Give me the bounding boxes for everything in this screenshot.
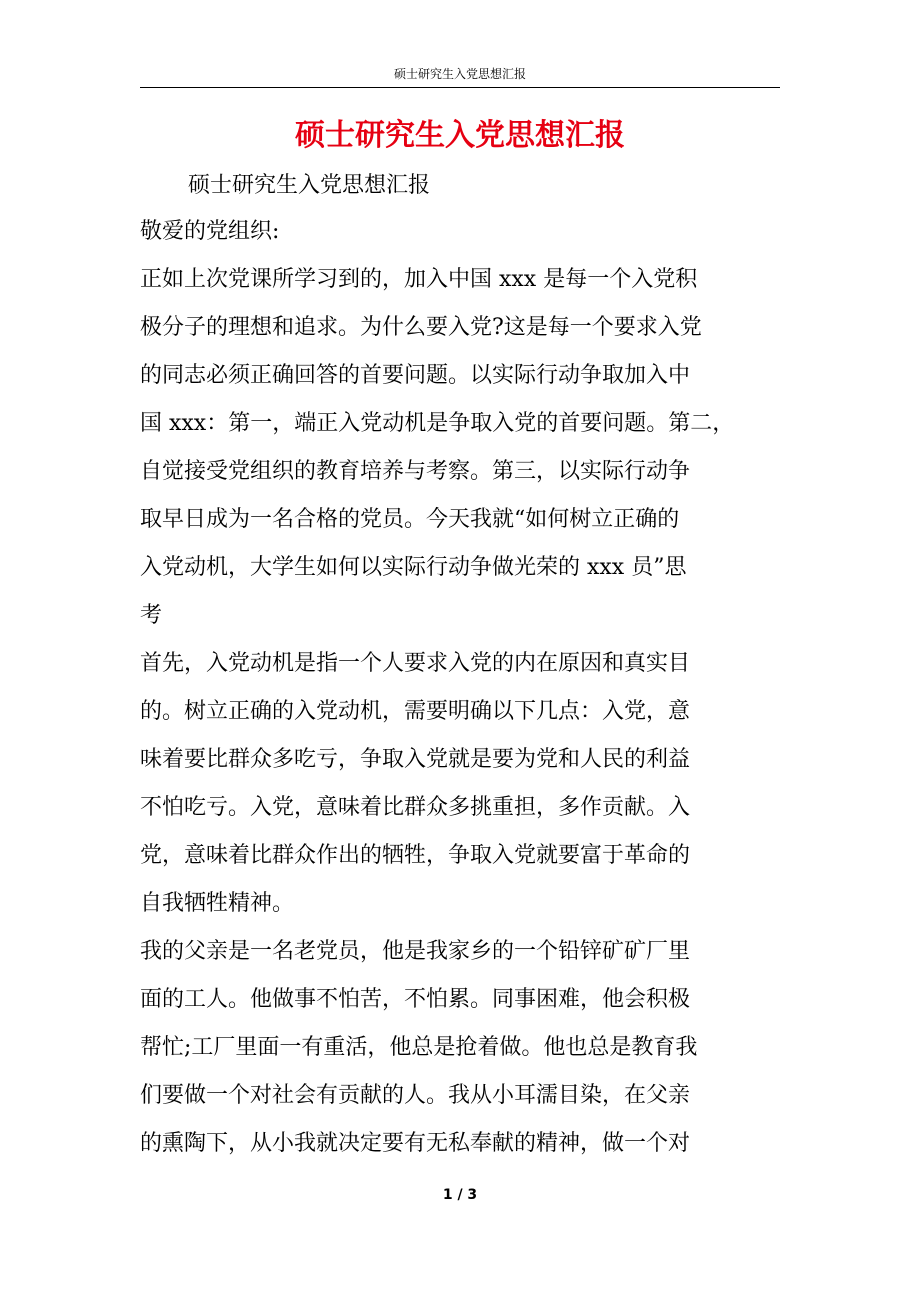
text-line: 的同志必须正确回答的首要问题。以实际行动争取加入中	[140, 363, 691, 388]
text-line: 我的父亲是一名老党员，他是我家乡的一个铅锌矿矿厂里	[140, 939, 691, 964]
text-line: 的熏陶下，从小我就决定要有无私奉献的精神，做一个对	[140, 1131, 691, 1156]
text-line: 取早日成为一名合格的党员。今天我就“如何树立正确的	[140, 507, 680, 532]
text-line: 自我牺牲精神。	[140, 891, 295, 916]
text-line: 味着要比群众多吃亏，争取入党就是要为党和人民的利益	[140, 747, 691, 772]
text-line: 自觉接受党组织的教育培养与考察。第三，以实际行动争	[140, 459, 691, 484]
document-title: 硕士研究生入党思想汇报	[295, 118, 625, 153]
text-line: 帮忙;工厂里面一有重活，他总是抢着做。他也总是教育我	[140, 1035, 698, 1060]
text-line: 敬爱的党组织:	[140, 219, 280, 244]
text-line: 正如上次党课所学习到的，加入中国 xxx 是每一个入党积	[140, 267, 698, 292]
text-line: 党，意味着比群众作出的牺牲，争取入党就要富于革命的	[140, 843, 691, 868]
text-line: 面的工人。他做事不怕苦，不怕累。同事困难，他会积极	[140, 987, 691, 1012]
text-line: 们要做一个对社会有贡献的人。我从小耳濡目染，在父亲	[140, 1083, 691, 1108]
running-header: 硕士研究生入党思想汇报	[393, 67, 526, 81]
page-number: 1 / 3	[442, 1187, 478, 1203]
text-line: 国 xxx：第一，端正入党动机是争取入党的首要问题。第二，	[140, 411, 735, 436]
text-line: 入党动机，大学生如何以实际行动争做光荣的 xxx 员”思	[140, 555, 687, 580]
header-divider	[140, 87, 780, 88]
document-subtitle: 硕士研究生入党思想汇报	[188, 173, 431, 198]
text-line: 极分子的理想和追求。为什么要入党?这是每一个要求入党	[140, 315, 702, 340]
text-line: 的。树立正确的入党动机，需要明确以下几点：入党，意	[140, 699, 691, 724]
text-line: 首先，入党动机是指一个人要求入党的内在原因和真实目	[140, 651, 691, 676]
document-body	[140, 212, 800, 1172]
text-line: 不怕吃亏。入党，意味着比群众多挑重担，多作贡献。入	[140, 795, 691, 820]
text-line: 考	[140, 603, 163, 628]
